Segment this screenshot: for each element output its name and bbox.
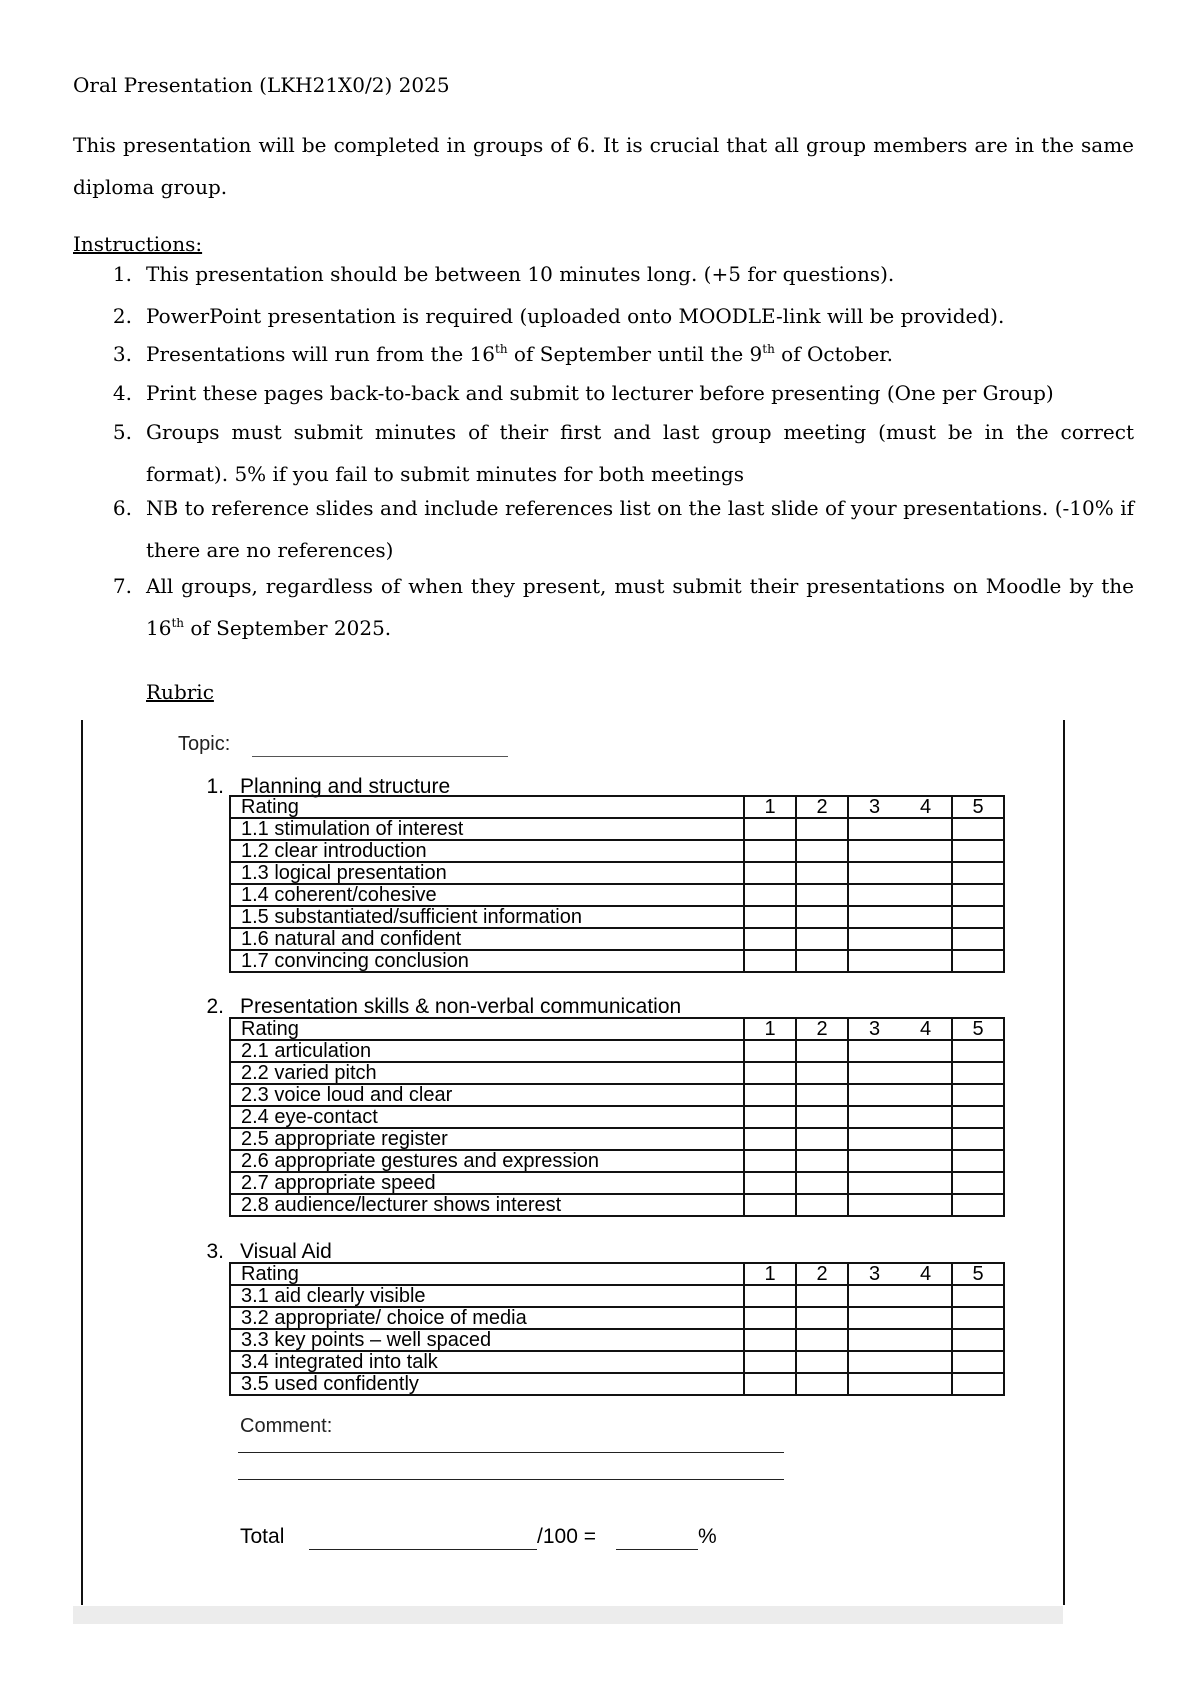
- criterion-row: [230, 1150, 1004, 1172]
- rating-cell[interactable]: [796, 818, 848, 840]
- instruction-number: 2.: [112, 304, 132, 328]
- rating-cell[interactable]: [796, 840, 848, 862]
- scale-label: 2: [796, 796, 848, 818]
- rating-cell[interactable]: [796, 1351, 848, 1373]
- scale-label-3-4: [848, 1018, 952, 1040]
- criterion-label: 1.4 coherent/cohesive: [230, 884, 744, 906]
- scale-label: 2: [796, 1263, 848, 1285]
- instruction-text-part: PowerPoint presentation is required (uploaded onto MOODLE-link will be provided).: [146, 304, 1005, 328]
- criterion-row: [230, 1351, 1004, 1373]
- rating-table: [229, 795, 1005, 973]
- ordinal-suffix: th: [171, 616, 185, 630]
- scale-label-3-4: [848, 1263, 952, 1285]
- rating-cell[interactable]: [744, 950, 796, 972]
- scale-label: 1: [744, 1263, 796, 1285]
- instruction-text-part: NB to reference slides and include references list on the last slide of your presentations. (-10% if there are no references): [146, 496, 1134, 562]
- criterion-row: [230, 818, 1004, 840]
- criterion-row: [230, 906, 1004, 928]
- document-title: Oral Presentation (LKH21X0/2) 2025: [73, 73, 450, 97]
- instruction-text: [146, 372, 1134, 414]
- rating-cell[interactable]: [952, 818, 1004, 840]
- section-number: 2.: [206, 995, 224, 1018]
- rating-cell[interactable]: [796, 928, 848, 950]
- criterion-label: 2.6 appropriate gestures and expression: [230, 1150, 744, 1172]
- instruction-number: 5.: [112, 420, 132, 444]
- rating-cell[interactable]: [848, 1084, 952, 1106]
- rating-cell[interactable]: [952, 840, 1004, 862]
- rating-cell[interactable]: [848, 1062, 952, 1084]
- comment-label: Comment:: [240, 1415, 333, 1437]
- rating-cell[interactable]: [744, 1194, 796, 1216]
- criterion-row: [230, 1373, 1004, 1395]
- instruction-number: 4.: [112, 381, 132, 405]
- rating-cell[interactable]: [848, 1106, 952, 1128]
- criterion-label: 1.5 substantiated/sufficient information: [230, 906, 744, 928]
- criterion-label: 1.6 natural and confident: [230, 928, 744, 950]
- total-label: Total: [240, 1525, 285, 1548]
- criterion-label: 3.1 aid clearly visible: [230, 1285, 744, 1307]
- ordinal-suffix: th: [495, 342, 508, 356]
- rating-cell[interactable]: [952, 1351, 1004, 1373]
- total-max: /100 =: [537, 1525, 596, 1548]
- rating-cell[interactable]: [952, 1373, 1004, 1395]
- rating-cell[interactable]: [848, 1285, 952, 1307]
- rating-cell[interactable]: [796, 1285, 848, 1307]
- rating-cell[interactable]: [952, 1194, 1004, 1216]
- rating-cell[interactable]: [796, 1106, 848, 1128]
- section-title: Planning and structure: [240, 775, 451, 798]
- rating-cell[interactable]: [848, 1329, 952, 1351]
- rating-cell[interactable]: [744, 1285, 796, 1307]
- rating-header-row: [230, 796, 1004, 818]
- rating-cell[interactable]: [796, 1128, 848, 1150]
- total-percent-sign: %: [698, 1525, 717, 1548]
- rating-cell[interactable]: [952, 1106, 1004, 1128]
- criterion-row: [230, 928, 1004, 950]
- rating-cell[interactable]: [848, 950, 952, 972]
- rubric-heading: Rubric: [146, 680, 214, 704]
- criterion-label: 2.7 appropriate speed: [230, 1172, 744, 1194]
- rating-cell[interactable]: [848, 1172, 952, 1194]
- rating-cell[interactable]: [796, 1194, 848, 1216]
- scale-label-3-4: [848, 796, 952, 818]
- rating-cell[interactable]: [952, 1128, 1004, 1150]
- rating-cell[interactable]: [744, 1084, 796, 1106]
- instruction-text: [146, 333, 1134, 375]
- total-score-line[interactable]: [309, 1549, 537, 1550]
- criterion-row: [230, 1084, 1004, 1106]
- instruction-text: [146, 411, 1134, 495]
- rating-cell[interactable]: [952, 906, 1004, 928]
- rating-label: Rating: [230, 796, 744, 818]
- rubric-bottom-edge: [73, 1606, 1063, 1624]
- rating-cell[interactable]: [796, 950, 848, 972]
- criterion-row: [230, 1106, 1004, 1128]
- rating-cell[interactable]: [796, 1150, 848, 1172]
- rating-cell[interactable]: [796, 862, 848, 884]
- criterion-label: 2.3 voice loud and clear: [230, 1084, 744, 1106]
- criterion-label: 2.8 audience/lecturer shows interest: [230, 1194, 744, 1216]
- instruction-text-part: Presentations will run from the 16: [146, 342, 496, 366]
- rating-cell[interactable]: [744, 928, 796, 950]
- criterion-label: 2.4 eye-contact: [230, 1106, 744, 1128]
- criterion-label: 1.1 stimulation of interest: [230, 818, 744, 840]
- scale-label: 3: [868, 1018, 881, 1040]
- criterion-row: [230, 1307, 1004, 1329]
- instruction-text: [146, 253, 1134, 295]
- instruction-number: 7.: [112, 574, 132, 598]
- rating-cell[interactable]: [796, 1329, 848, 1351]
- rating-cell[interactable]: [848, 884, 952, 906]
- topic-label: Topic:: [178, 733, 231, 755]
- rating-cell[interactable]: [952, 1307, 1004, 1329]
- rating-cell[interactable]: [744, 1128, 796, 1150]
- section-title: Visual Aid: [240, 1240, 332, 1263]
- rating-label: Rating: [230, 1263, 744, 1285]
- rating-cell[interactable]: [744, 884, 796, 906]
- rating-cell[interactable]: [952, 1285, 1004, 1307]
- rating-cell[interactable]: [952, 950, 1004, 972]
- instructions-heading: Instructions:: [73, 232, 203, 256]
- comment-line-2[interactable]: [238, 1479, 784, 1480]
- rating-cell[interactable]: [848, 840, 952, 862]
- rating-cell[interactable]: [744, 1150, 796, 1172]
- rating-cell[interactable]: [744, 1040, 796, 1062]
- rating-cell[interactable]: [744, 1172, 796, 1194]
- rating-cell[interactable]: [796, 1062, 848, 1084]
- rating-cell[interactable]: [848, 1373, 952, 1395]
- rating-cell[interactable]: [744, 1373, 796, 1395]
- criterion-row: [230, 884, 1004, 906]
- rating-cell[interactable]: [952, 1040, 1004, 1062]
- rating-cell[interactable]: [744, 1106, 796, 1128]
- rating-cell[interactable]: [744, 906, 796, 928]
- rating-cell[interactable]: [744, 1329, 796, 1351]
- instruction-number: 1.: [112, 262, 132, 286]
- criterion-label: 3.3 key points – well spaced: [230, 1329, 744, 1351]
- criterion-row: [230, 862, 1004, 884]
- criterion-label: 3.2 appropriate/ choice of media: [230, 1307, 744, 1329]
- rating-cell[interactable]: [952, 1150, 1004, 1172]
- scale-label: 5: [952, 1263, 1004, 1285]
- scale-label: 3: [868, 796, 881, 818]
- section-title: Presentation skills & non-verbal communication: [240, 995, 682, 1018]
- rating-cell[interactable]: [848, 928, 952, 950]
- section-number: 3.: [206, 1240, 224, 1263]
- instruction-text-part: Print these pages back-to-back and submit to lecturer before presenting (One per Group): [146, 381, 1054, 405]
- scale-label: 4: [919, 796, 932, 818]
- criterion-row: [230, 1285, 1004, 1307]
- rating-cell[interactable]: [952, 884, 1004, 906]
- scale-label: 5: [952, 796, 1004, 818]
- scale-label: 4: [919, 1263, 932, 1285]
- rating-cell[interactable]: [848, 1150, 952, 1172]
- topic-input-line[interactable]: [252, 756, 508, 757]
- instruction-text-part: of October.: [774, 342, 894, 366]
- rating-cell[interactable]: [796, 1040, 848, 1062]
- rating-cell[interactable]: [744, 840, 796, 862]
- rating-cell[interactable]: [796, 1307, 848, 1329]
- rating-cell[interactable]: [744, 1307, 796, 1329]
- instruction-number: 6.: [112, 496, 132, 520]
- scale-label: 2: [796, 1018, 848, 1040]
- criterion-row: [230, 950, 1004, 972]
- scale-label: 4: [919, 1018, 932, 1040]
- scale-label: 3: [868, 1263, 881, 1285]
- rating-cell[interactable]: [744, 862, 796, 884]
- rating-cell[interactable]: [952, 1329, 1004, 1351]
- rating-cell[interactable]: [848, 1128, 952, 1150]
- rating-cell[interactable]: [952, 1062, 1004, 1084]
- instruction-text-part: This presentation should be between 10 minutes long. (+5 for questions).: [146, 262, 895, 286]
- rating-cell[interactable]: [848, 1307, 952, 1329]
- rating-cell[interactable]: [744, 1351, 796, 1373]
- intro-paragraph: This presentation will be completed in groups of 6. It is crucial that all group members are in the same diploma group.: [73, 133, 1134, 199]
- rating-cell[interactable]: [796, 1373, 848, 1395]
- instruction-text: [146, 295, 1134, 337]
- criterion-label: 2.2 varied pitch: [230, 1062, 744, 1084]
- comment-line-1[interactable]: [238, 1452, 784, 1453]
- criterion-label: 1.7 convincing conclusion: [230, 950, 744, 972]
- criterion-label: 2.5 appropriate register: [230, 1128, 744, 1150]
- criterion-row: [230, 840, 1004, 862]
- criterion-row: [230, 1040, 1004, 1062]
- criterion-label: 2.1 articulation: [230, 1040, 744, 1062]
- rating-table: [229, 1017, 1005, 1217]
- rating-cell[interactable]: [744, 818, 796, 840]
- scale-label: 1: [744, 1018, 796, 1040]
- criterion-row: [230, 1062, 1004, 1084]
- rating-cell[interactable]: [796, 906, 848, 928]
- criterion-label: 1.3 logical presentation: [230, 862, 744, 884]
- criterion-label: 3.5 used confidently: [230, 1373, 744, 1395]
- instruction-text: [146, 565, 1134, 649]
- criterion-row: [230, 1194, 1004, 1216]
- criterion-row: [230, 1128, 1004, 1150]
- instruction-text-part: of September until the 9: [507, 342, 763, 366]
- rating-cell[interactable]: [848, 1194, 952, 1216]
- instruction-text-part: of September 2025.: [184, 616, 392, 640]
- rating-cell[interactable]: [848, 906, 952, 928]
- rating-cell[interactable]: [952, 862, 1004, 884]
- criterion-row: [230, 1329, 1004, 1351]
- ordinal-suffix: th: [762, 342, 775, 356]
- rating-header-row: [230, 1018, 1004, 1040]
- rating-cell[interactable]: [848, 818, 952, 840]
- rating-cell[interactable]: [848, 1351, 952, 1373]
- rating-cell[interactable]: [848, 1040, 952, 1062]
- rating-cell[interactable]: [952, 1172, 1004, 1194]
- instruction-text: [146, 487, 1134, 571]
- scale-label: 5: [952, 1018, 1004, 1040]
- section-number: 1.: [206, 775, 224, 798]
- rating-cell[interactable]: [796, 1084, 848, 1106]
- rating-cell[interactable]: [796, 884, 848, 906]
- rating-cell[interactable]: [848, 862, 952, 884]
- rating-cell[interactable]: [952, 928, 1004, 950]
- criterion-label: 1.2 clear introduction: [230, 840, 744, 862]
- total-percent-line[interactable]: [616, 1549, 698, 1550]
- rating-cell[interactable]: [952, 1084, 1004, 1106]
- rating-header-row: [230, 1263, 1004, 1285]
- rating-label: Rating: [230, 1018, 744, 1040]
- rating-cell[interactable]: [796, 1172, 848, 1194]
- scale-label: 1: [744, 796, 796, 818]
- instruction-text-part: All groups, regardless of when they present, must submit their presentations on Moodle by the 16: [146, 574, 1134, 640]
- rating-cell[interactable]: [744, 1062, 796, 1084]
- rating-table: [229, 1262, 1005, 1396]
- criterion-label: 3.4 integrated into talk: [230, 1351, 744, 1373]
- instruction-text-part: Groups must submit minutes of their first and last group meeting (must be in the correct format). 5% if you fail to submit minutes for both meetings: [146, 420, 1134, 486]
- instruction-number: 3.: [112, 342, 132, 366]
- criterion-row: [230, 1172, 1004, 1194]
